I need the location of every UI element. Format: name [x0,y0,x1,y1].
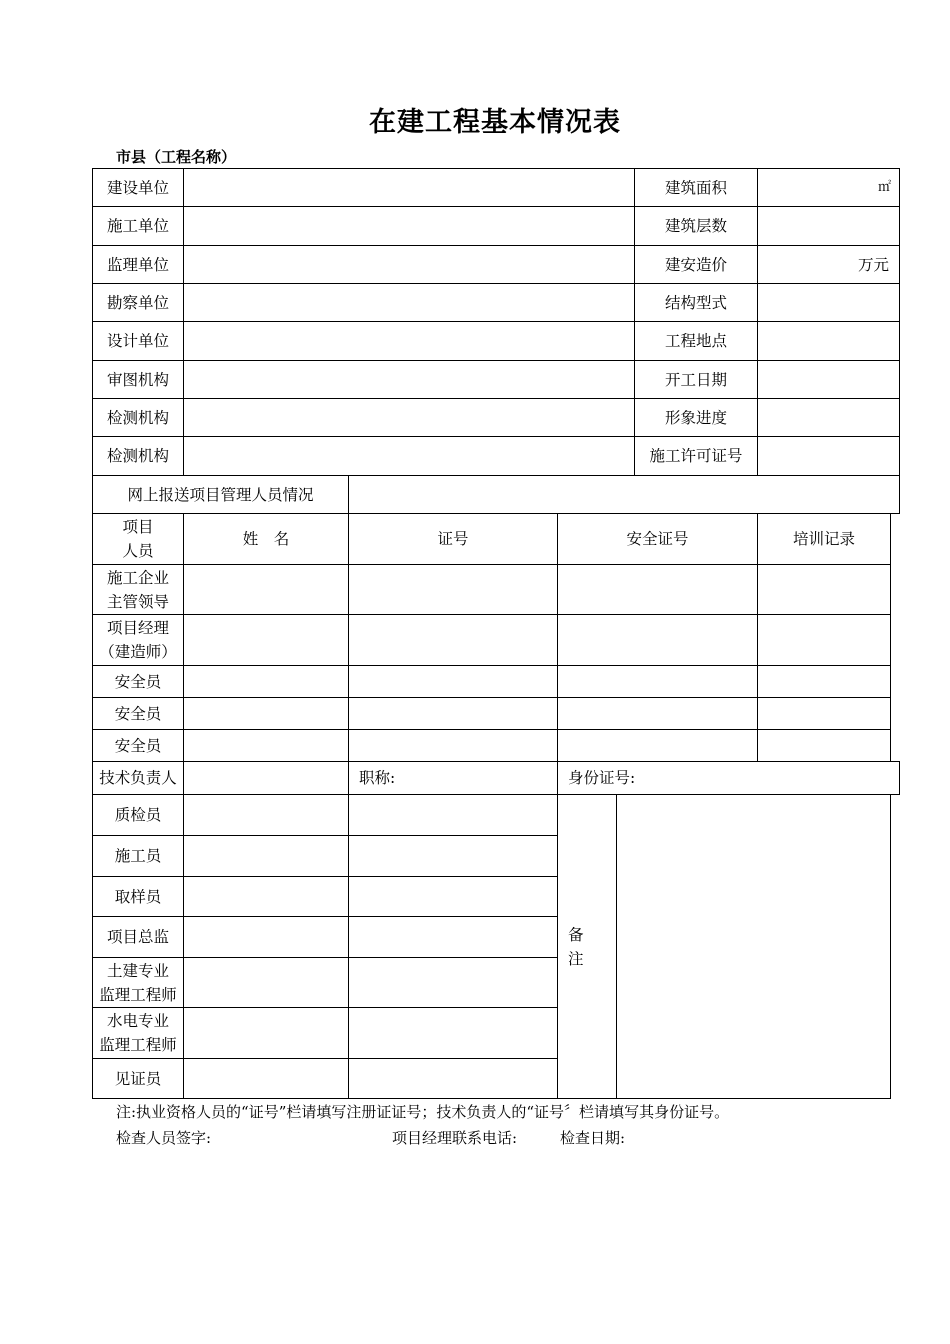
cell-text: 注 [568,949,584,968]
cell-text: 项目 [122,518,154,536]
cell-text: 项目总监 [106,928,169,946]
check-date-label: 检查日期: [560,1129,626,1147]
basic-label-left: 设计单位 [92,321,184,361]
basic-value-left[interactable] [183,245,635,284]
person-field[interactable] [183,876,349,917]
person-role [92,794,184,836]
person-role [92,665,184,698]
cell-text: 安全员 [114,704,162,723]
person-field[interactable] [183,665,349,698]
cell-text: 取样员 [114,887,162,906]
person-role [92,1007,184,1059]
basic-label-right: 建筑面积 [634,168,758,207]
person-role [92,564,184,615]
area-unit[interactable]: ㎡ [757,168,900,207]
person-field[interactable] [557,697,758,730]
personnel-section-title: 网上报送项目管理人员情况 [92,475,349,514]
person-field[interactable] [757,697,891,730]
cell-text: 见证员 [114,1069,162,1088]
person-field[interactable] [183,729,349,762]
basic-label-left: 检测机构 [92,398,184,437]
basic-value-right[interactable] [757,436,900,476]
person-field[interactable] [348,794,558,836]
personnel-section-value[interactable] [348,475,900,514]
remark-content[interactable] [616,794,891,1099]
basic-label-right: 施工许可证号 [634,436,758,476]
cell-text: 项目经理 [106,619,169,637]
basic-label-left: 施工单位 [92,206,184,246]
person-field[interactable] [557,614,758,666]
header-name: 姓 名 [183,513,349,565]
footnote: 注:执业资格人员的“证号”栏请填写注册证证号；技术负责人的“证号〞栏请填写其身份证号。 [116,1103,730,1121]
basic-value-left[interactable] [183,321,635,361]
person-field[interactable] [557,564,758,615]
person-field[interactable] [183,697,349,730]
basic-label-right: 形象进度 [634,398,758,437]
basic-label-left: 检测机构 [92,436,184,476]
person-field[interactable] [348,876,558,917]
person-role [92,916,184,958]
project-name-label: 市县（工程名称） [116,148,237,166]
basic-value-left[interactable] [183,168,635,207]
person-role [92,876,184,917]
person-field[interactable] [348,1058,558,1099]
cell-text: 监理工程师 [99,985,177,1004]
basic-value-left[interactable] [183,206,635,246]
basic-value-left[interactable] [183,360,635,399]
basic-label-right: 建筑层数 [634,206,758,246]
cell-text: 安全员 [114,736,162,755]
cell-text: 质检员 [114,806,162,824]
pm-phone-label: 项目经理联系电话: [392,1129,518,1147]
person-field[interactable] [183,957,349,1008]
cell-text: 土建专业 [106,961,169,980]
basic-label-right: 开工日期 [634,360,758,399]
cell-text: 主管领导 [106,592,169,611]
person-field[interactable] [757,665,891,698]
basic-label-right: 建安造价 [634,245,758,284]
cell-text: 人员 [122,542,154,560]
tech-lead-label: 技术负责人 [92,761,184,795]
cell-text: 安全员 [114,672,162,691]
basic-label-left: 监理单位 [92,245,184,284]
person-field[interactable] [757,614,891,666]
basic-label-left: 审图机构 [92,360,184,399]
header-training: 培训记录 [757,513,891,565]
remark-label [557,794,617,1099]
basic-value-right[interactable] [757,206,900,246]
person-field[interactable] [183,564,349,615]
page-title: 在建工程基本情况表 [369,107,621,138]
basic-value-right[interactable] [757,398,900,437]
basic-label-left: 建设单位 [92,168,184,207]
inspector-sign-label: 检查人员签字: [116,1129,212,1147]
basic-value-left[interactable] [183,436,635,476]
cell-text: 施工员 [114,847,162,865]
basic-label-right: 结构型式 [634,283,758,322]
person-field[interactable] [348,957,558,1008]
corner-header [92,513,184,565]
basic-value-left[interactable] [183,283,635,322]
person-role [92,697,184,730]
person-field[interactable] [348,729,558,762]
person-field[interactable] [183,916,349,958]
basic-value-left[interactable] [183,398,635,437]
tech-lead-title[interactable]: 职称: [348,761,558,795]
basic-value-right[interactable] [757,321,900,361]
tech-lead-id[interactable]: 身份证号: [557,761,900,795]
person-field[interactable] [183,794,349,836]
header-safety-cert: 安全证号 [557,513,758,565]
cell-text: 备 [568,925,584,944]
person-role [92,957,184,1008]
person-field[interactable] [348,564,558,615]
person-field[interactable] [348,1007,558,1059]
cell-text: 施工企业 [106,568,169,587]
tech-lead-name[interactable] [183,761,349,795]
person-role [92,729,184,762]
person-field[interactable] [183,614,349,666]
basic-label-left: 勘察单位 [92,283,184,322]
person-field[interactable] [348,916,558,958]
basic-label-right: 工程地点 [634,321,758,361]
person-role [92,1058,184,1099]
person-field[interactable] [557,665,758,698]
cell-text: 水电专业 [106,1012,169,1030]
basic-value-right[interactable] [757,283,900,322]
person-field[interactable] [757,564,891,615]
person-field[interactable] [348,614,558,666]
person-field[interactable] [348,835,558,877]
person-field[interactable] [348,697,558,730]
person-field[interactable] [183,835,349,877]
person-field[interactable] [183,1058,349,1099]
header-cert-no: 证号 [348,513,558,565]
person-role [92,614,184,666]
person-role [92,835,184,877]
person-field[interactable] [757,729,891,762]
cost-unit[interactable]: 万元 [757,245,900,284]
basic-value-right[interactable] [757,360,900,399]
person-field[interactable] [348,665,558,698]
person-field[interactable] [183,1007,349,1059]
cell-text: （建造师） [99,643,177,661]
cell-text: 监理工程师 [99,1036,177,1054]
person-field[interactable] [557,729,758,762]
